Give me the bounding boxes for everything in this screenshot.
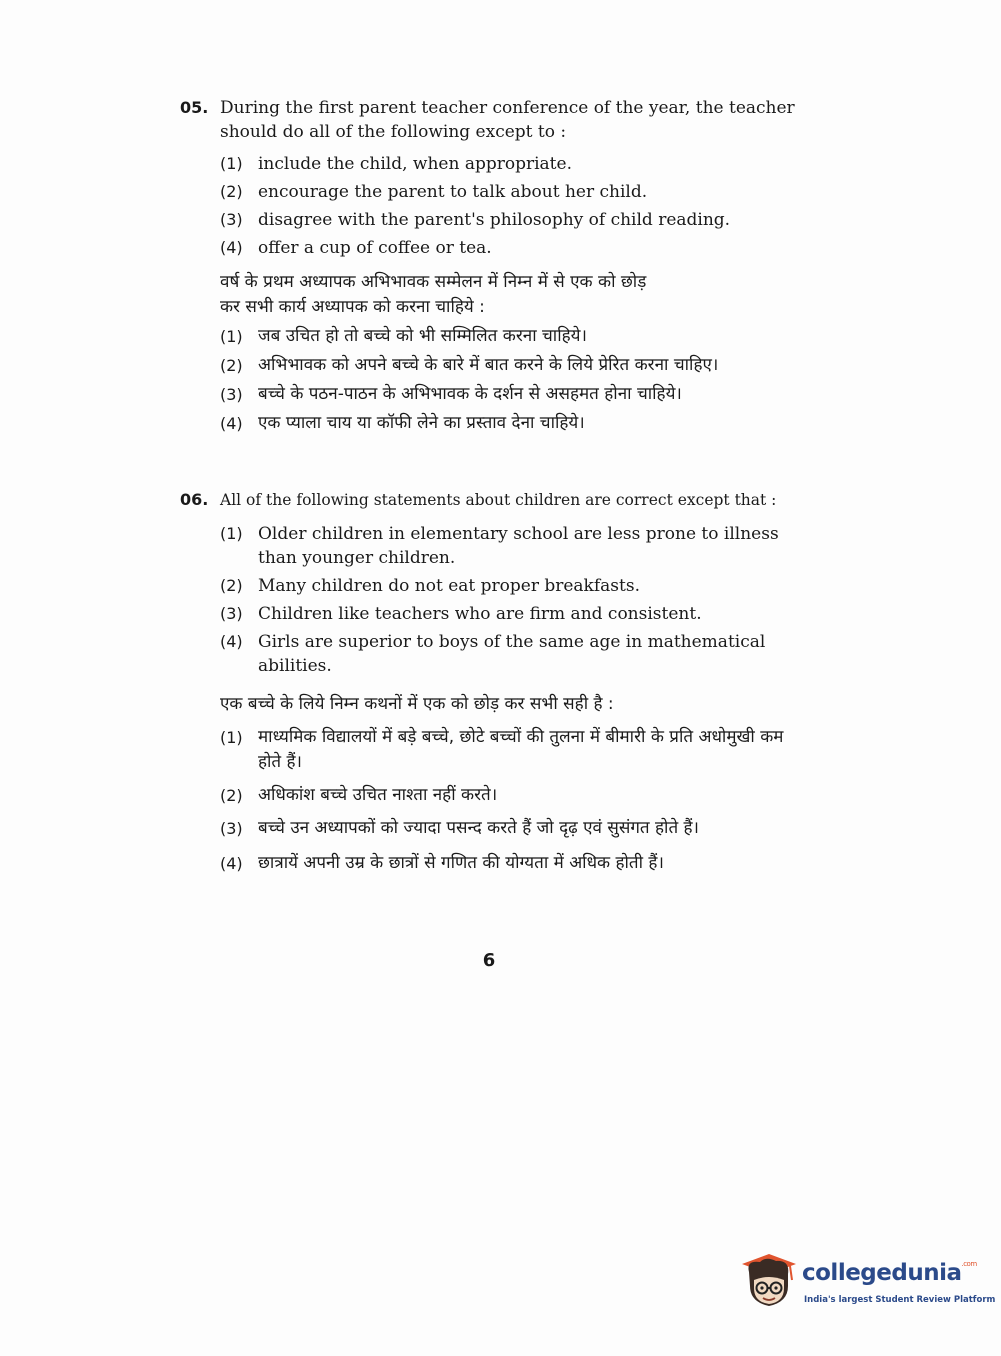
option-text: disagree with the parent's philosophy of child reading. — [258, 210, 731, 230]
option-text: एक प्याला चाय या कॉफी लेने का प्रस्ताव देना चाहिये। — [258, 413, 585, 433]
option-text: अधिकांश बच्चे उचित नाश्ता नहीं करते। — [258, 785, 498, 805]
question-stem-continued: should do all of the following except to : — [220, 122, 567, 142]
hindi-option-3: (3) बच्चे उन अध्यापकों को ज्यादा पसन्द करते हैं जो दृढ़ एवं सुसंगत होते हैं। — [220, 818, 700, 838]
option-text: Older children in elementary school are less prone to illness than younger children. — [258, 524, 779, 568]
option-1: (1) Older children in elementary school are less prone to illness than younger children. — [220, 524, 779, 568]
hindi-question-stem: एक बच्चे के लिये निम्न कथनों में एक को छोड़ कर सभी सही है : — [220, 694, 614, 714]
option-text: माध्यमिक विद्यालयों में बड़े बच्चे, छोटे बच्चों की तुलना में बीमारी के प्रति अधोमुखी कम होते हैं। — [258, 727, 784, 772]
option-text: include the child, when appropriate. — [258, 154, 572, 174]
option-4: (4) Girls are superior to boys of the same age in mathematical abilities. — [220, 632, 766, 676]
page-number: 6 — [482, 950, 496, 971]
question-05 — [180, 96, 795, 436]
brand-tagline: India's largest Student Review Platform — [804, 1295, 996, 1305]
collegedunia-logo — [740, 1248, 996, 1318]
option-text: encourage the parent to talk about her child. — [258, 182, 648, 202]
option-2: (2) Many children do not eat proper breakfasts. — [220, 576, 640, 596]
option-text: Many children do not eat proper breakfasts. — [258, 576, 640, 596]
option-3: (3) Children like teachers who are firm and consistent. — [220, 604, 702, 624]
option-2: (2) encourage the parent to talk about her child. — [220, 182, 648, 202]
option-text: जब उचित हो तो बच्चे को भी सम्मिलित करना चाहिये। — [258, 326, 587, 346]
hindi-option-4: (4) एक प्याला चाय या कॉफी लेने का प्रस्ताव देना चाहिये। — [220, 413, 585, 433]
hindi-question-stem: वर्ष के प्रथम अध्यापक अभिभावक सम्मेलन में निम्न में से एक को छोड़ कर सभी कार्य अध्यापक को करना चाहिये : — [220, 272, 647, 317]
brand-name: collegedunia$^{.com}$ — [802, 1260, 977, 1286]
option-3: (3) disagree with the parent's philosophy of child reading. — [220, 210, 731, 230]
hindi-option-3: (3) बच्चे के पठन-पाठन के अभिभावक के दर्शन से असहमत होना चाहिये। — [220, 384, 682, 404]
hindi-option-4: (4) छात्रायें अपनी उम्र के छात्रों से गणित की योग्यता में अधिक होती हैं। — [220, 853, 664, 873]
option-text: बच्चे उन अध्यापकों को ज्यादा पसन्द करते हैं जो दृढ़ एवं सुसंगत होते हैं। — [258, 818, 700, 838]
question-stem: 05. During the first parent teacher conference of the year, the teacher — [180, 98, 795, 118]
question-number: 06. — [180, 490, 209, 509]
hindi-option-2: (2) अधिकांश बच्चे उचित नाश्ता नहीं करते। — [220, 785, 498, 805]
option-text: Children like teachers who are firm and consistent. — [258, 604, 702, 624]
question-number: 05. — [180, 98, 209, 117]
brand-suffix: .com — [961, 1260, 977, 1268]
option-text: offer a cup of coffee or tea. — [258, 238, 492, 258]
option-text: Girls are superior to boys of the same age in mathematical abilities. — [258, 632, 766, 676]
mascot-icon — [740, 1252, 798, 1312]
question-06 — [180, 488, 790, 876]
option-text: बच्चे के पठन-पाठन के अभिभावक के दर्शन से असहमत होना चाहिये। — [258, 384, 682, 404]
hindi-option-1: (1) माध्यमिक विद्यालयों में बड़े बच्चे, छोटे बच्चों की तुलना में बीमारी के प्रति अधोमुखी कम होते हैं। — [220, 727, 784, 772]
option-text: अभिभावक को अपने बच्चे के बारे में बात करने के लिये प्रेरित करना चाहिए। — [258, 355, 719, 375]
hindi-option-2: (2) अभिभावक को अपने बच्चे के बारे में बात करने के लिये प्रेरित करना चाहिए। — [220, 355, 719, 375]
option-4: (4) offer a cup of coffee or tea. — [220, 238, 492, 258]
question-stem: 06. All of the following statements about children are correct except that : — [180, 488, 790, 512]
hindi-option-1: (1) जब उचित हो तो बच्चे को भी सम्मिलित करना चाहिये। — [220, 326, 587, 346]
option-text: छात्रायें अपनी उम्र के छात्रों से गणित की योग्यता में अधिक होती हैं। — [258, 853, 664, 873]
option-1: (1) include the child, when appropriate. — [220, 154, 572, 174]
